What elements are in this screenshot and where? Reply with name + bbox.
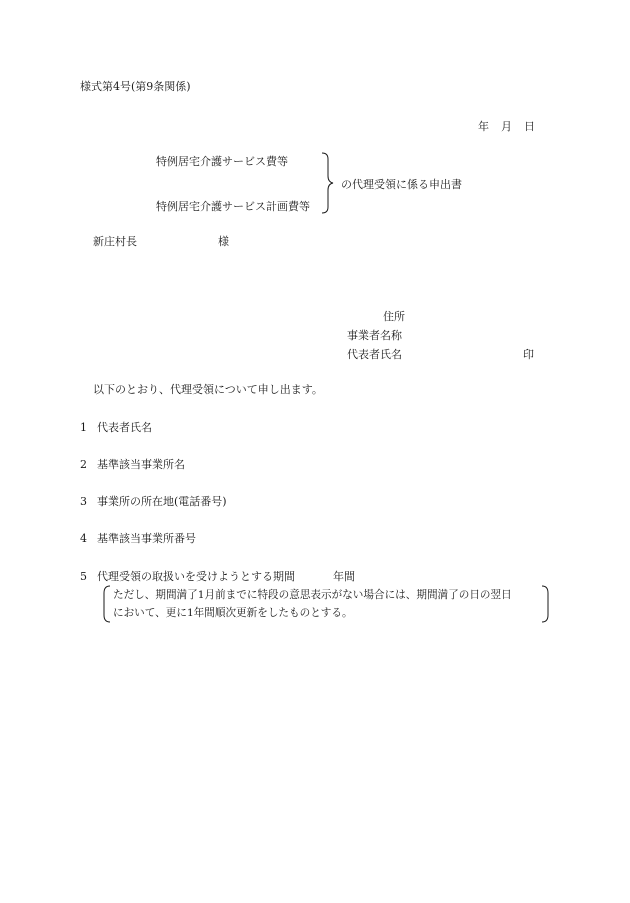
representative-name-label: 代表者氏名 xyxy=(347,348,402,361)
form-number: 様式第4号(第9条関係) xyxy=(80,80,191,93)
note-line-1: ただし、期間満了1月前までに特段の意思表示がない場合には、期間満了の日の翌日 xyxy=(113,589,512,601)
item-4-label: 基準該当事業所番号 xyxy=(97,532,196,545)
intro-text: 以下のとおり、代理受領について申し出ます。 xyxy=(93,383,323,396)
item-4-number: 4 xyxy=(80,532,87,545)
date-month-label: 月 xyxy=(501,120,512,133)
address-label: 住所 xyxy=(383,310,405,323)
item-3-label: 事業所の所在地(電話番号) xyxy=(97,495,227,508)
seal-mark: 印 xyxy=(523,348,534,361)
date-day-label: 日 xyxy=(524,120,535,133)
title-suffix: の代理受領に係る申出書 xyxy=(341,178,462,191)
item-5-suffix: 年間 xyxy=(333,570,355,583)
item-5-number: 5 xyxy=(80,570,87,583)
title-line-1: 特例居宅介護サービス費等 xyxy=(156,155,288,168)
item-2-label: 基準該当事業所名 xyxy=(97,458,185,471)
note-right-paren xyxy=(540,585,550,623)
item-1-label: 代表者氏名 xyxy=(97,421,152,434)
title-line-2: 特例居宅介護サービス計画費等 xyxy=(156,200,310,213)
note-line-2: において、更に1年間順次更新をしたものとする。 xyxy=(113,607,353,619)
item-5-label: 代理受領の取扱いを受けようとする期間 xyxy=(97,570,295,583)
date-year-label: 年 xyxy=(478,120,489,133)
item-1-number: 1 xyxy=(80,421,87,434)
addressee-name: 新庄村長 xyxy=(93,235,137,248)
item-3-number: 3 xyxy=(80,495,87,508)
note-left-paren xyxy=(102,585,112,623)
item-2-number: 2 xyxy=(80,458,87,471)
title-brace xyxy=(320,152,336,214)
addressee-honorific: 様 xyxy=(218,235,229,248)
business-name-label: 事業者名称 xyxy=(347,329,402,342)
